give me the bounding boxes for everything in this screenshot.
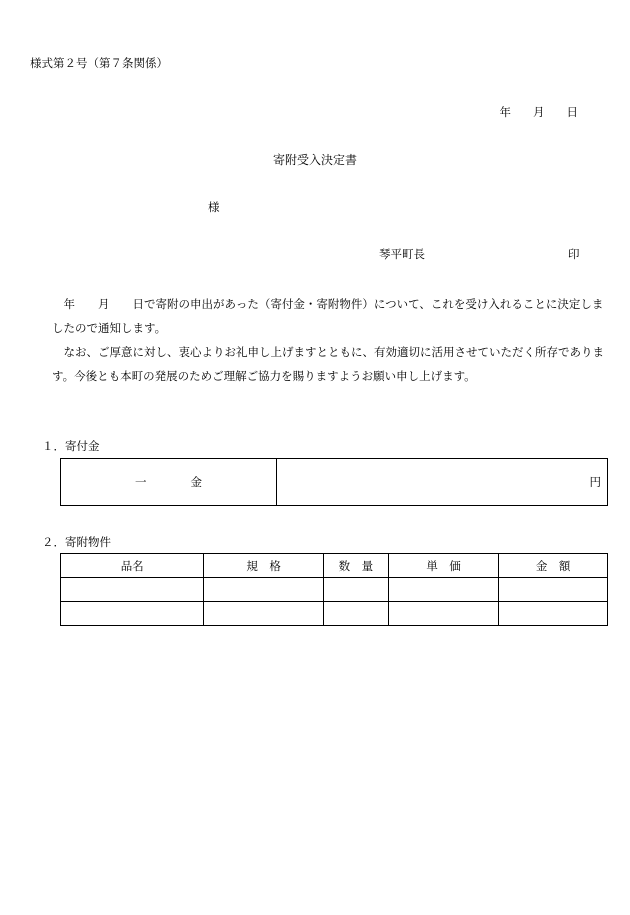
- table-cell: [499, 578, 608, 602]
- body-paragraph-1: 年 月 日で寄附の申出があった（寄付金・寄附物件）について、これを受け入れることに決定しましたので通知します。: [52, 297, 604, 335]
- table-cell: [204, 578, 324, 602]
- seal-mark: 印: [568, 247, 580, 261]
- table-cell: [388, 578, 499, 602]
- body-text: [52, 292, 612, 388]
- date-line: [478, 104, 579, 120]
- date-day: 日: [566, 105, 578, 119]
- column-header-spec: 規 格: [204, 554, 324, 578]
- column-header-quantity: 数 量: [323, 554, 388, 578]
- document-title: 寄附受入決定書: [272, 153, 357, 167]
- sender-name: 琴平町長: [379, 247, 425, 261]
- donated-items-table: [60, 553, 608, 626]
- date-month: 月: [533, 105, 545, 119]
- table-row: [61, 578, 608, 602]
- body-paragraph-2: なお、ご厚意に対し、衷心よりお礼申し上げますとともに、有効適切に活用させていただく所存であります。今後とも本町の発展のためご理解ご協力を賜りますようお願い申し上げます。: [52, 345, 604, 383]
- table-row: [61, 459, 608, 506]
- table-cell: [323, 578, 388, 602]
- column-header-amount: 金 額: [499, 554, 608, 578]
- addressee-suffix: 様: [208, 200, 220, 214]
- table-cell: [61, 602, 204, 626]
- column-header-unit-price: 単 価: [388, 554, 499, 578]
- section1-heading: １．寄付金: [42, 439, 100, 453]
- table-cell: [61, 578, 204, 602]
- table-header-row: [61, 554, 608, 578]
- column-header-item-name: 品名: [61, 554, 204, 578]
- form-number: 様式第２号（第７条関係）: [30, 56, 168, 70]
- table-cell: [323, 602, 388, 626]
- donation-amount-table: [60, 458, 608, 506]
- table-row: [61, 602, 608, 626]
- table-cell: [499, 602, 608, 626]
- date-year: 年: [499, 105, 511, 119]
- amount-label-part1: 一: [135, 475, 147, 489]
- amount-unit: 円: [589, 475, 601, 489]
- table-cell: [388, 602, 499, 626]
- table-cell: [204, 602, 324, 626]
- amount-label-cell: [61, 459, 277, 506]
- amount-label-part2: 金: [190, 475, 202, 489]
- amount-value-cell: [277, 459, 608, 506]
- section2-heading: ２．寄附物件: [42, 535, 111, 549]
